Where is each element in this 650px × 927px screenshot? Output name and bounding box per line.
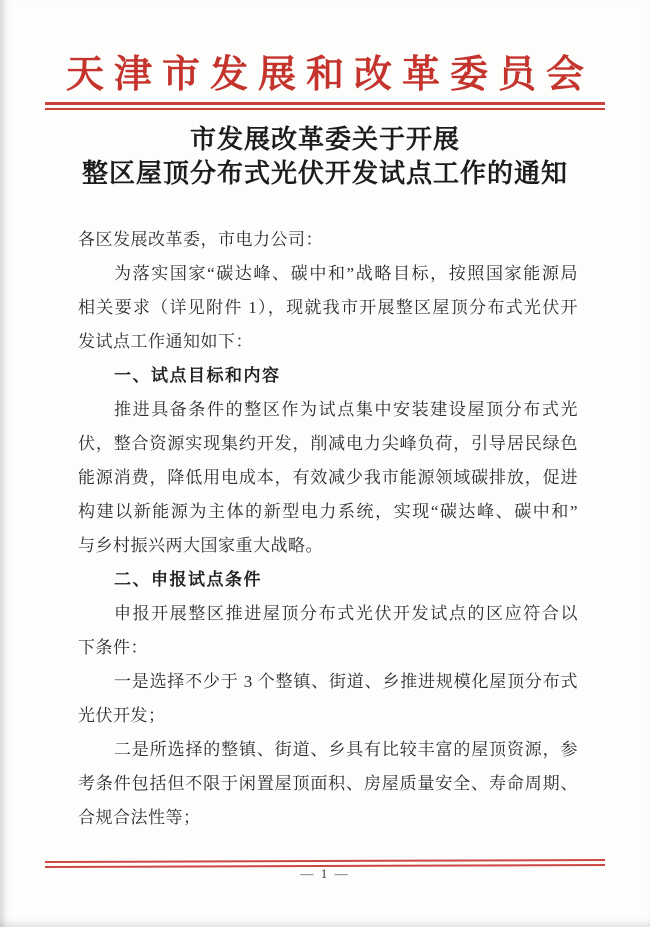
body-line: 为落实国家“碳达峰、碳中和”战略目标，按照国家能源局 bbox=[114, 264, 578, 283]
document-title-line1: 市发展改革委关于开展 bbox=[189, 125, 460, 154]
body-line: 与乡村振兴两大国家重大战略。 bbox=[78, 536, 323, 555]
body-line: 一是选择不少于 3 个整镇、街道、乡推进规模化屋顶分布式 bbox=[114, 672, 578, 691]
document-title bbox=[0, 123, 650, 191]
document-title-line2: 整区屋顶分布式光伏开发试点工作的通知 bbox=[81, 159, 568, 188]
body-line: 能源消费，降低用电成本，有效减少我市能源领域碳排放，促进 bbox=[78, 468, 578, 487]
section-heading: 一、试点目标和内容 bbox=[114, 366, 281, 385]
body-line: 合规合法性等； bbox=[78, 808, 201, 827]
body-line: 构建以新能源为主体的新型电力系统，实现“碳达峰、碳中和” bbox=[78, 502, 578, 521]
body-line: 二是所选择的整镇、街道、乡具有比较丰富的屋顶资源，参 bbox=[114, 740, 578, 759]
page-number: — 1 — bbox=[300, 866, 350, 881]
body-line: 申报开展整区推进屋顶分布式光伏开发试点的区应符合以 bbox=[114, 604, 578, 623]
letterhead-agency-name: 天津市发展和改革委员会 bbox=[65, 54, 594, 96]
body-line: 光伏开发； bbox=[78, 706, 166, 725]
body-line: 下条件： bbox=[78, 638, 148, 657]
body-line: 各区发展改革委，市电力公司： bbox=[78, 230, 323, 249]
body-line: 伏，整合资源实现集约开发，削减电力尖峰负荷，引导居民绿色 bbox=[78, 434, 578, 453]
letterhead-rule bbox=[45, 102, 605, 110]
body-line: 推进具备条件的整区作为试点集中安装建设屋顶分布式光 bbox=[114, 400, 578, 419]
body-line: 发试点工作通知如下： bbox=[78, 332, 253, 351]
body-line: 相关要求（详见附件 1），现就我市开展整区屋顶分布式光伏开 bbox=[78, 298, 578, 317]
body-line: 考条件包括但不限于闲置屋顶面积、房屋质量安全、寿命周期、 bbox=[78, 774, 578, 793]
document-body bbox=[78, 223, 578, 835]
section-heading: 二、申报试点条件 bbox=[114, 570, 262, 589]
